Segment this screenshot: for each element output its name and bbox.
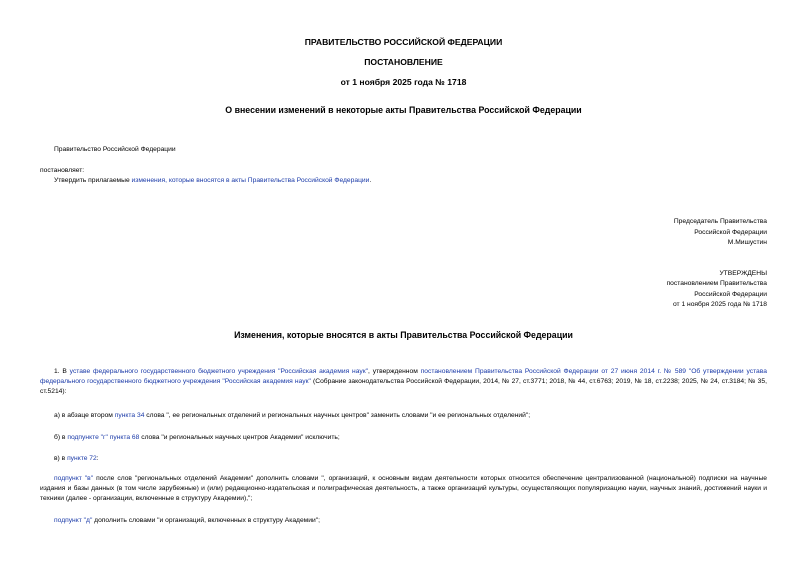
sub-v-paragraph — [54, 454, 99, 464]
preamble-decree-word: постановляет: — [40, 167, 85, 174]
changes-link[interactable]: изменения, которые вносятся в акты Правительства Российской Федерации — [131, 177, 370, 184]
document-title: О внесении изменений в некоторые акты Правительства Российской Федерации — [225, 105, 582, 115]
sub-v1-paragraph — [40, 474, 767, 504]
sub-v-prefix: в) в — [54, 455, 68, 462]
sub-v2-text: дополнить словами "и организаций, включенных в структуру Академии"; — [92, 517, 320, 524]
preamble-paragraph — [54, 176, 371, 186]
item-1-prefix: 1. В — [54, 368, 70, 375]
resolution-link[interactable]: постановлением Правительства Российской Федерации от 27 июня 2014 г. № 589 "Об утверждении устава федерального государственного бюджетного учреждения "Российская академия наук" — [40, 368, 767, 385]
point-68-link[interactable]: пункта 68 — [109, 434, 140, 441]
signature-role-1: Председатель Правительства — [673, 218, 767, 225]
approved-line-3: Российской Федерации — [694, 291, 767, 298]
approved-stamp: УТВЕРЖДЕНЫ — [719, 270, 767, 277]
doc-date-heading: от 1 ноября 2025 года № 1718 — [340, 77, 467, 87]
preamble-text: Утвердить прилагаемые — [54, 177, 132, 184]
subpoint-v-link[interactable]: подпункт "в" — [54, 475, 94, 482]
charter-link[interactable]: уставе федерального государственного бюджетного учреждения "Российская академия наук" — [69, 368, 369, 375]
approved-line-4: от 1 ноября 2025 года № 1718 — [672, 301, 767, 308]
sub-b-text: слова "и региональных научных центров Академии" исключить; — [139, 434, 340, 441]
item-1-paragraph — [40, 367, 767, 397]
approved-line-2: постановлением Правительства — [666, 280, 767, 287]
sub-b-prefix: б) в — [54, 434, 68, 441]
sub-v1-text: после слов "региональных отделений Академии" дополнить словами ", организаций, к основным видам деятельности которых относится обеспечение централизованной (национальной) подписки на научные издания и базы данных (в том числе зарубежные) и (или) редакционно-издательская и полиграфическая деятельность, а также организаций культуры, осуществляющих популяризацию науки, научных знаний, достижений науки и техники (далее - организации, включенные в структуру Академии),"; — [40, 475, 767, 502]
point-72-link[interactable]: пункте 72 — [67, 455, 97, 462]
sub-a-paragraph — [54, 411, 530, 421]
sub-a-prefix: а) в абзаце втором — [54, 412, 115, 419]
item-1-mid: , утвержденном — [368, 368, 421, 375]
point-34-link[interactable]: пункта 34 — [114, 412, 145, 419]
subpoint-g-link[interactable]: подпункте "г" — [67, 434, 108, 441]
doc-type-heading: ПОСТАНОВЛЕНИЕ — [364, 57, 443, 67]
signature-name: М.Мишустин — [727, 239, 767, 246]
item-1-tail: (Собрание законодательства Российской Федерации, 2014, № 27, ст.3771; 2018, № 44, ст.6763; 2019, № 18, ст.2238; 2025, № 24, ст.3184; № 35, ст.5214): — [40, 378, 767, 395]
government-heading: ПРАВИТЕЛЬСТВО РОССИЙСКОЙ ФЕДЕРАЦИИ — [304, 37, 503, 47]
sub-v-suffix: : — [96, 455, 99, 462]
sub-v2-paragraph — [54, 516, 320, 526]
preamble-line: Правительство Российской Федерации — [54, 146, 176, 153]
subpoint-d-link[interactable]: подпункт "д" — [54, 517, 93, 524]
preamble-end: . — [369, 177, 372, 184]
sub-b-paragraph — [54, 433, 340, 443]
sub-a-text: слова ", ее региональных отделений и региональных научных центров" заменить словами "и ее региональных отделений"; — [144, 412, 531, 419]
signature-role-2: Российской Федерации — [694, 229, 767, 236]
changes-title: Изменения, которые вносятся в акты Правительства Российской Федерации — [234, 330, 573, 340]
